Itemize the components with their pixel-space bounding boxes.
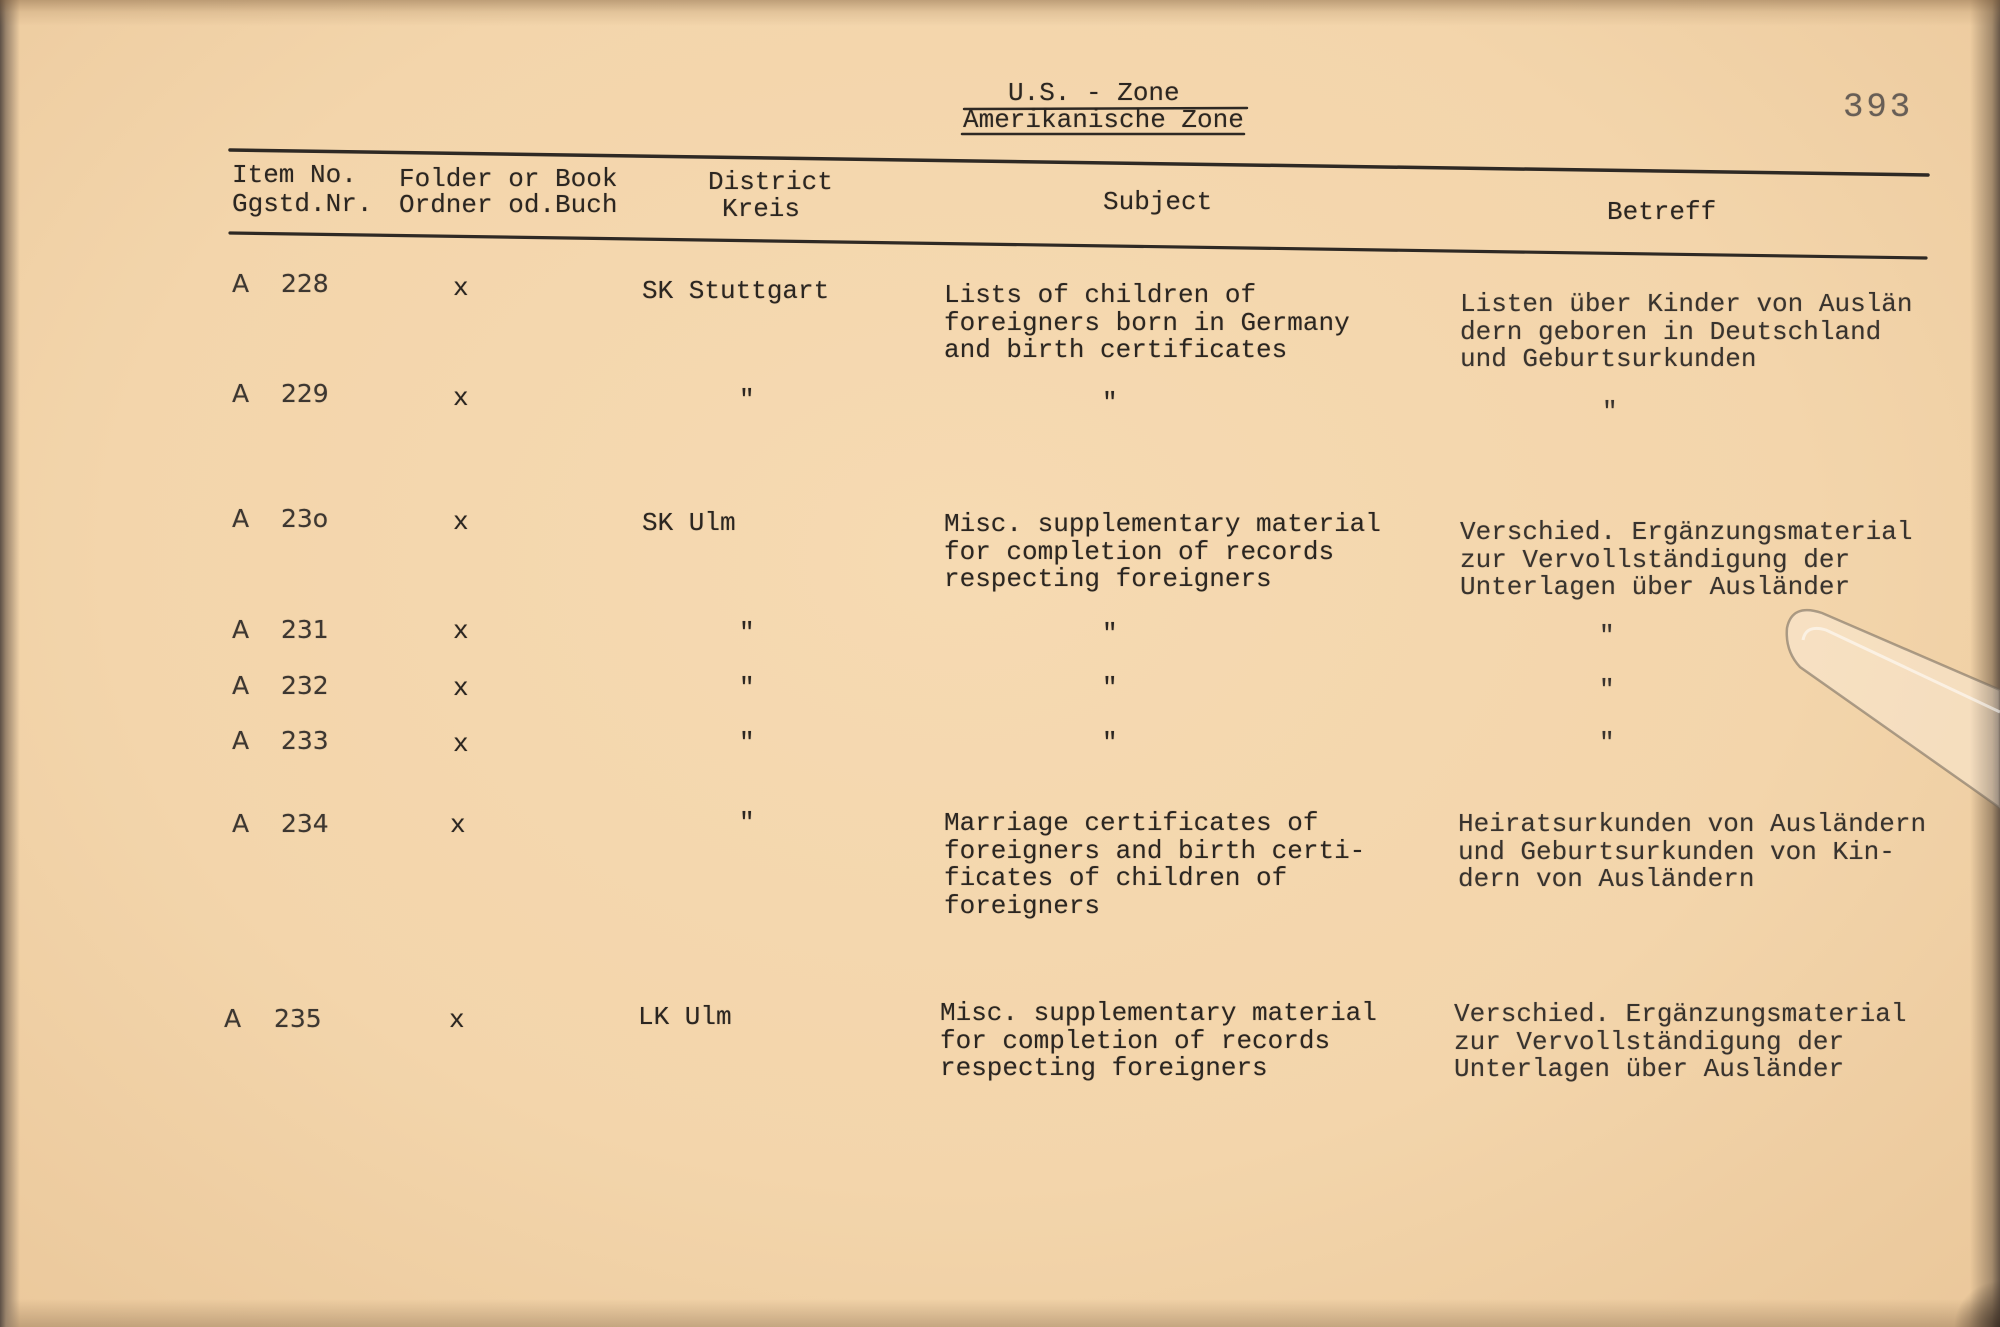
district-ditto-mark: ": [739, 808, 755, 838]
subject-ditto-mark: ": [1102, 673, 1118, 703]
betreff-line: Unterlagen über Ausländer: [1460, 572, 1851, 603]
table-row: [220, 505, 1940, 605]
subject-line: Marriage certificates of: [944, 808, 1319, 838]
table-row: [220, 672, 1940, 708]
betreff-line: Verschied. Ergänzungsmaterial: [1460, 517, 1913, 547]
district: LK Ulm: [638, 1002, 732, 1032]
folder-mark: x: [453, 507, 469, 537]
betreff-line: Listen über Kinder von Auslän: [1460, 289, 1913, 319]
subject-text: [1102, 730, 1118, 758]
subject-line: foreigners: [944, 890, 1101, 921]
subject-line: respecting foreigners: [940, 1053, 1268, 1084]
betreff-text: [1599, 623, 1615, 651]
table-row: [220, 616, 1940, 652]
betreff-ditto-mark: ": [1599, 621, 1615, 651]
district-ditto-mark: ": [739, 385, 755, 415]
table-row: [220, 727, 1940, 763]
betreff-ditto-mark: ": [1599, 728, 1615, 758]
betreff-line: Verschied. Ergänzungsmaterial: [1454, 999, 1907, 1029]
page-number: 393: [1843, 89, 1914, 127]
betreff-text: [1460, 519, 1912, 602]
betreff-line: Heiratsurkunden von Ausländern: [1458, 809, 1927, 839]
item-number: 228: [281, 269, 329, 298]
column-header-folder-or-book-en: Folder or Book: [399, 164, 618, 194]
item-prefix: A: [232, 809, 250, 838]
subject-line: foreigners born in Germany: [944, 307, 1350, 338]
column-header-item-number-de: Ggstd.Nr.: [232, 189, 373, 219]
betreff-text: [1599, 730, 1615, 758]
subject-text: [944, 810, 1365, 920]
district-ditto-mark: ": [739, 728, 755, 758]
item-number: 235: [274, 1004, 322, 1033]
subject-ditto-mark: ": [1102, 619, 1118, 649]
item-prefix: A: [232, 671, 250, 700]
column-header-folder-or-book-de: Ordner od.Buch: [399, 190, 618, 220]
subject-line: Lists of children of: [944, 280, 1257, 310]
column-header-item-number-en: Item No.: [232, 160, 357, 190]
betreff-line: zur Vervollständigung der: [1454, 1026, 1845, 1057]
betreff-text: [1458, 811, 1926, 894]
betreff-ditto-mark: ": [1602, 397, 1618, 427]
table-row: [220, 379, 1940, 427]
folder-mark: x: [453, 729, 469, 759]
betreff-line: dern von Ausländern: [1458, 864, 1755, 895]
betreff-line: dern geboren in Deutschland: [1460, 316, 1882, 347]
column-header-district-de: Kreis: [722, 194, 801, 224]
item-prefix: A: [232, 379, 250, 408]
item-prefix: A: [232, 726, 250, 755]
subject-line: Misc. supplementary material: [940, 998, 1377, 1028]
betreff-line: und Geburtsurkunden: [1460, 344, 1757, 375]
item-number: 229: [281, 379, 329, 408]
column-header-subject-en: Subject: [1103, 187, 1213, 217]
subject-line: respecting foreigners: [944, 564, 1272, 595]
column-header-district-en: District: [708, 167, 833, 197]
subject-text: [1102, 621, 1118, 649]
subject-text: [1102, 390, 1118, 418]
betreff-text: [1460, 291, 1912, 374]
item-prefix: A: [224, 1004, 242, 1033]
subject-ditto-mark: ": [1102, 388, 1118, 418]
subject-line: ficates of children of: [944, 863, 1288, 894]
item-prefix: A: [232, 504, 250, 533]
district: SK Ulm: [642, 508, 736, 538]
subject-line: and birth certificates: [944, 335, 1288, 366]
item-number: 231: [281, 615, 329, 644]
subject-line: foreigners and birth certi-: [944, 835, 1366, 866]
table-row: [220, 998, 1940, 1097]
item-number: 233: [281, 726, 329, 755]
subject-text: [1102, 675, 1118, 703]
column-header-betreff-de: Betreff: [1607, 197, 1717, 227]
betreff-line: und Geburtsurkunden von Kin-: [1458, 836, 1895, 867]
folder-mark: x: [453, 673, 469, 703]
district: SK Stuttgart: [642, 276, 830, 306]
table-row: [220, 270, 1940, 380]
betreff-ditto-mark: ": [1599, 675, 1615, 705]
folder-mark: x: [453, 383, 469, 413]
zone-title-english: U.S. - Zone: [1008, 78, 1180, 108]
district-ditto-mark: ": [739, 673, 755, 703]
folder-mark: x: [453, 616, 469, 646]
item-prefix: A: [232, 269, 250, 298]
folder-mark: x: [453, 273, 469, 303]
betreff-text: [1454, 1001, 1906, 1084]
subject-line: for completion of records: [944, 536, 1335, 567]
subject-line: for completion of records: [940, 1025, 1331, 1056]
subject-text: [944, 511, 1381, 594]
subject-text: [944, 282, 1350, 365]
table-row: [220, 810, 1940, 924]
district-ditto-mark: ": [739, 618, 755, 648]
subject-text: [940, 1000, 1377, 1083]
betreff-line: Unterlagen über Ausländer: [1454, 1054, 1845, 1085]
subject-line: Misc. supplementary material: [944, 509, 1381, 539]
folder-mark: x: [449, 1005, 465, 1035]
betreff-line: zur Vervollständigung der: [1460, 544, 1851, 575]
zone-title-german: Amerikanische Zone: [963, 105, 1244, 135]
item-number: 23o: [281, 504, 329, 533]
betreff-text: [1602, 399, 1618, 427]
item-number: 232: [281, 671, 329, 700]
betreff-text: [1599, 677, 1615, 705]
folder-mark: x: [450, 810, 466, 840]
item-number: 234: [281, 809, 329, 838]
item-prefix: A: [232, 615, 250, 644]
subject-ditto-mark: ": [1102, 728, 1118, 758]
